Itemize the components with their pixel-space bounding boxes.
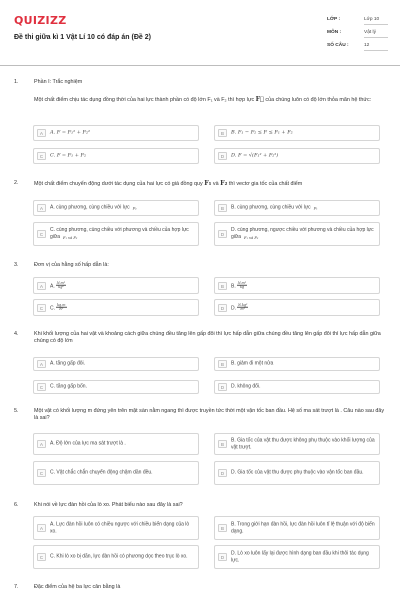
option-a[interactable]: [33, 433, 199, 455]
option-text: B. giảm đi một nửa: [231, 360, 274, 367]
unit-fraction: $\frac{\text{N.m²}}{\text{kg²}}$: [56, 280, 66, 289]
option-text: B. F₁ − F₂ ≤ F ≤ F₁ + F₂: [231, 129, 293, 136]
option-c[interactable]: [33, 299, 199, 316]
option-d[interactable]: [214, 148, 380, 164]
option-text: D. Lò xo luôn lấy lại được hình dạng ban đầu khi thôi tác dụng lực.: [231, 550, 369, 563]
question-text: Khi nói về lực đàn hồi của lò xo. Phát biểu nào sau đây là sai?: [34, 502, 183, 508]
option-letter: D: [218, 469, 227, 477]
unit-fraction: $\frac{\text{N.m²}}{kg}$: [237, 280, 247, 289]
option-text: C. Vật chắc chắn chuyển động chậm dần đều.: [50, 469, 153, 476]
option-d[interactable]: [214, 222, 380, 246]
option-letter: C: [37, 553, 46, 561]
worksheet-meta: [327, 15, 389, 54]
question-text: Một chất điểm chịu tác dụng đồng thời của hai lực thành phần có độ lớn F₁ và F₂ thì hợp lực F⃗ của chúng luôn có độ lớn thỏa mãn hệ thức:: [34, 96, 372, 103]
question-number: 7.: [14, 584, 19, 590]
meta-value-count: 12: [364, 43, 388, 51]
option-d[interactable]: [214, 380, 380, 394]
option-c[interactable]: [33, 461, 199, 485]
option-text: D. Gia tốc của vật thu được phụ thuộc vào vận tốc ban đầu.: [231, 469, 364, 476]
option-letter: C: [37, 304, 46, 312]
option-text: D. F = √(F₁² + F₂²): [231, 152, 279, 159]
option-b[interactable]: [214, 125, 380, 141]
option-a[interactable]: [33, 200, 199, 216]
option-b[interactable]: [214, 516, 380, 540]
meta-row-subject: [327, 28, 389, 41]
option-d[interactable]: [214, 545, 380, 569]
question-number: 6.: [14, 502, 19, 508]
option-letter: B: [218, 282, 227, 290]
option-letter: A: [37, 129, 46, 137]
question-section-label: Phần I: Trắc nghiệm: [34, 79, 83, 85]
meta-label-class: LỚP :: [327, 17, 341, 22]
option-a[interactable]: [33, 357, 199, 371]
meta-label-count: SỐ CÂU :: [327, 43, 349, 48]
question-text: Một vật có khối lượng m đứng yên trên mặt sàn nằm ngang thì được truyền tức thời một vận tốc ban đầu. Hệ số ma sát trượt là . Câu nào sau đây là sai?: [34, 408, 385, 422]
option-letter: B: [218, 360, 227, 368]
option-letter: B: [218, 204, 227, 212]
meta-value-class: Lớp 10: [364, 17, 388, 25]
question-text: Đơn vị của hằng số hấp dẫn là:: [34, 262, 109, 268]
option-text: C. $\frac{kg.m}{\text{N²}}$: [50, 302, 66, 311]
option-letter: D: [218, 152, 227, 160]
option-letter: D: [218, 553, 227, 561]
option-letter: A: [37, 282, 46, 290]
option-text: A. tăng gấp đôi.: [50, 360, 86, 367]
option-b[interactable]: [214, 433, 380, 455]
option-letter: A: [37, 360, 46, 368]
option-text: A. Lực đàn hồi luôn có chiều ngược với chiều biến dạng của lò xo.: [50, 521, 190, 534]
option-letter: D: [218, 230, 227, 238]
question-number: 1.: [14, 79, 19, 85]
option-text: D. $\frac{\text{N.kg²}}{\text{m²}}$: [231, 302, 248, 311]
option-letter: C: [37, 152, 46, 160]
option-text: B. Trong giới hạn đàn hồi, lực đàn hồi luôn tỉ lệ thuận với độ biến dạng.: [231, 521, 375, 534]
option-text: A. cùng phương, cùng chiều với lực $_{F_2}$: [50, 204, 137, 211]
option-text: C. Khi lò xo bị dãn, lực đàn hồi có phương dọc theo trục lò xo.: [50, 553, 188, 560]
option-letter: D: [218, 383, 227, 391]
meta-value-subject: Vật lý: [364, 30, 388, 38]
meta-label-subject: MÔN :: [327, 30, 342, 35]
option-text: D. không đổi.: [231, 383, 261, 390]
option-letter: B: [218, 440, 227, 448]
option-letter: C: [37, 469, 46, 477]
option-letter: B: [218, 129, 227, 137]
option-letter: B: [218, 524, 227, 532]
option-a[interactable]: [33, 516, 199, 540]
option-letter: A: [37, 204, 46, 212]
question-number: 3.: [14, 262, 19, 268]
option-letter: A: [37, 440, 46, 448]
question-number: 2.: [14, 180, 19, 186]
option-c[interactable]: [33, 545, 199, 569]
option-d[interactable]: [214, 299, 380, 316]
option-letter: D: [218, 304, 227, 312]
option-letter: C: [37, 230, 46, 238]
option-text: B. Gia tốc của vật thu được không phụ thuộc vào khối lượng của vật trượt.: [231, 437, 375, 450]
worksheet-header: [0, 0, 400, 66]
option-letter: C: [37, 383, 46, 391]
option-text: A. F = F₁² + F₂²: [50, 129, 90, 136]
option-text: B. $\frac{\text{N.m²}}{kg}$: [231, 280, 247, 289]
option-d[interactable]: [214, 461, 380, 485]
quizizz-logo: QUIZIZZ: [14, 14, 67, 27]
option-text: B. cùng phương, cùng chiều với lực $_{F_1}$: [231, 204, 318, 211]
meta-row-class: [327, 15, 389, 28]
option-b[interactable]: [214, 277, 380, 294]
option-a[interactable]: [33, 277, 199, 294]
meta-row-count: [327, 41, 389, 54]
option-text: C. tăng gấp bốn.: [50, 383, 87, 390]
option-text: A. Độ lớn của lực ma sát trượt là .: [50, 440, 126, 447]
option-letter: A: [37, 524, 46, 532]
option-c[interactable]: [33, 148, 199, 164]
unit-fraction: $\frac{\text{N.kg²}}{\text{m²}}$: [238, 302, 248, 311]
question-text: Một chất điểm chuyển động dưới tác dụng của hai lực có giá đồng quy F₁ và F₂ thì vectơ gia tốc của chất điểm: [34, 180, 303, 187]
option-c[interactable]: [33, 380, 199, 394]
option-text: C. F = F₁ + F₂: [50, 152, 86, 159]
unit-fraction: $\frac{kg.m}{\text{N²}}$: [57, 302, 66, 311]
question-number: 5.: [14, 408, 19, 414]
question-number: 4.: [14, 331, 19, 337]
option-b[interactable]: [214, 200, 380, 216]
option-a[interactable]: [33, 125, 199, 141]
option-text: A. $\frac{\text{N.m²}}{\text{kg²}}$: [50, 280, 66, 289]
question-text: Đặc điểm của hệ ba lực cân bằng là: [34, 584, 121, 590]
worksheet-title: Đề thi giữa kì 1 Vật Lí 10 có đáp án (Đề 2): [14, 34, 151, 41]
option-b[interactable]: [214, 357, 380, 371]
option-c[interactable]: [33, 222, 199, 246]
question-text: Khi khối lượng của hai vật và khoảng cách giữa chúng đều tăng lên gấp đôi thì lực hấp dẫn giữa chúng đều tăng lên gấp đôi thì lực hấp dẫn giữa chúng có độ lớn: [34, 331, 381, 345]
option-text: C. cùng phương, cùng chiều với phương và chiều của hợp lực giữa $_{F_1 và F_2}$: [50, 227, 189, 240]
option-text: D. cùng phương, ngược chiều với phương và chiều của hợp lực giữa $_{F_1 và F_2}$: [231, 227, 374, 240]
